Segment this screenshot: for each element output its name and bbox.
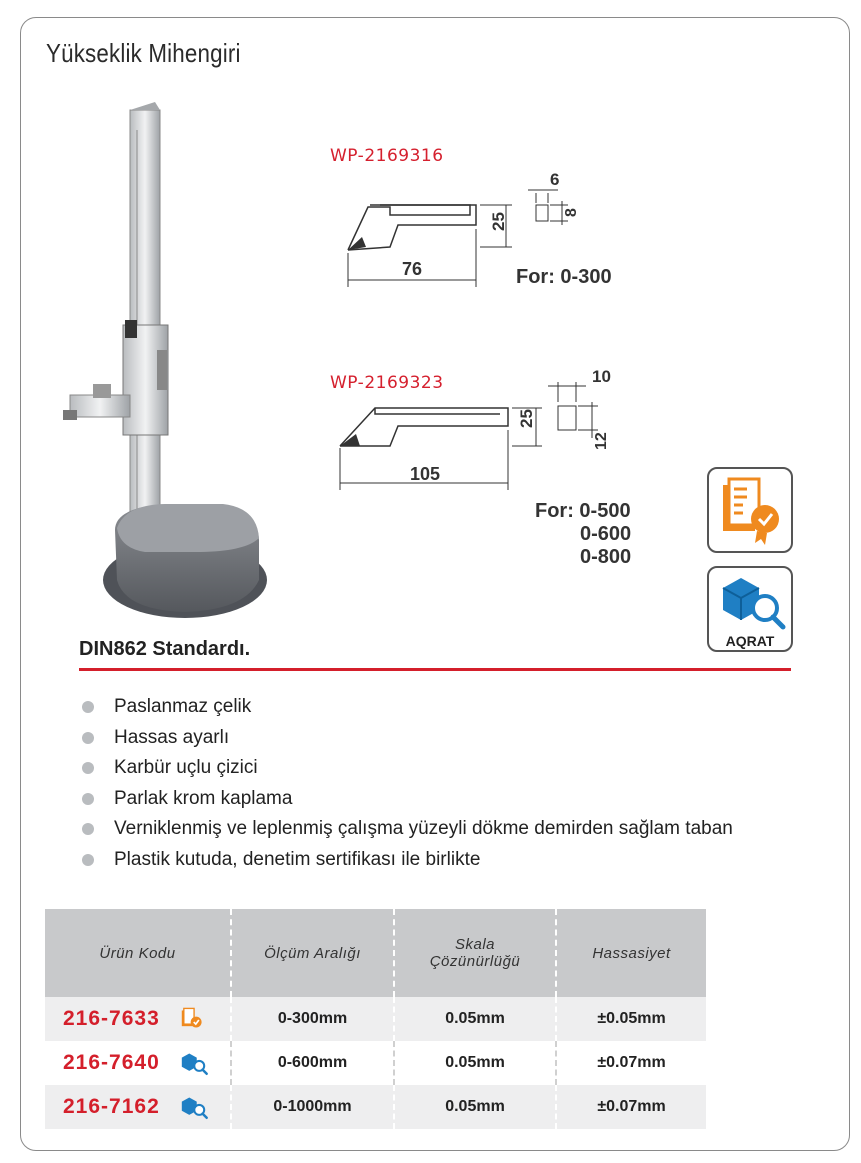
dim-height-2: 25	[517, 409, 536, 428]
list-item	[79, 788, 733, 819]
certificate-icon	[176, 1005, 206, 1033]
dim-h-1: 8	[563, 208, 580, 217]
certificate-icon	[709, 469, 791, 551]
drawing-code-2: WP-2169323	[330, 373, 444, 393]
aqrat-search-icon	[176, 1093, 210, 1121]
bullet-icon	[82, 854, 94, 866]
cell-resolution: 0.05mm	[394, 1085, 556, 1129]
cell-accuracy: ±0.07mm	[556, 1085, 706, 1129]
for-label-2-line-1: For: 0-500	[535, 500, 631, 522]
cell-code	[45, 997, 231, 1041]
for-label-1: For: 0-300	[516, 266, 612, 288]
standard-heading: DIN862 Standardı.	[79, 638, 251, 660]
feature-text: Hassas ayarlı	[114, 726, 230, 748]
cell-accuracy: ±0.07mm	[556, 1041, 706, 1085]
bullet-icon	[82, 762, 94, 774]
dim-w-2: 10	[592, 368, 611, 386]
drawing-code-1: WP-2169316	[330, 146, 444, 166]
cell-code	[45, 1085, 231, 1129]
page-title: Yükseklik Mihengiri	[46, 38, 241, 68]
feature-text: Plastik kutuda, denetim sertifikası ile birlikte	[114, 848, 481, 870]
cell-range: 0-600mm	[231, 1041, 394, 1085]
list-item	[79, 757, 733, 788]
for-label-2-line-3: 0-800	[580, 546, 632, 568]
header-range: Ölçüm Aralığı	[231, 909, 394, 997]
certificate-badge	[707, 467, 793, 553]
feature-text: Paslanmaz çelik	[114, 696, 252, 717]
list-item	[79, 818, 733, 849]
product-code: 216-7640	[63, 1051, 160, 1074]
table-row	[45, 997, 706, 1041]
for-label-2-line-2: 0-600	[580, 523, 632, 545]
header-product-code: Ürün Kodu	[45, 909, 231, 997]
feature-text: Karbür uçlu çizici	[114, 757, 258, 778]
cell-resolution: 0.05mm	[394, 997, 556, 1041]
cell-range: 0-300mm	[231, 997, 394, 1041]
cell-range: 0-1000mm	[231, 1085, 394, 1129]
table-row	[45, 1085, 706, 1129]
aqrat-label: AQRAT	[725, 633, 775, 649]
product-code: 216-7162	[63, 1095, 160, 1118]
bullet-icon	[82, 732, 94, 744]
list-item	[79, 696, 733, 727]
header-resolution-text: Skala Çözünürlüğü	[429, 936, 521, 970]
scriber-drawing-2	[330, 368, 630, 498]
cell-code	[45, 1041, 231, 1085]
bullet-icon	[82, 701, 94, 713]
cell-resolution: 0.05mm	[394, 1041, 556, 1085]
bullet-icon	[82, 793, 94, 805]
for-label-2	[535, 500, 631, 569]
cell-accuracy: ±0.05mm	[556, 997, 706, 1041]
dim-w-1: 6	[550, 170, 560, 189]
header-accuracy: Hassasiyet	[556, 909, 706, 997]
aqrat-search-icon	[176, 1049, 210, 1077]
list-item	[79, 727, 733, 758]
table-header-row	[45, 909, 706, 997]
table-row	[45, 1041, 706, 1085]
product-code: 216-7633	[63, 1007, 160, 1030]
dim-h-2: 12	[593, 432, 610, 450]
feature-list	[79, 696, 733, 879]
dim-length-2: 105	[410, 464, 441, 484]
bullet-icon	[82, 823, 94, 835]
dim-height-1: 25	[489, 212, 508, 231]
dim-length-1: 76	[402, 259, 423, 279]
height-gauge-image	[45, 100, 275, 620]
divider	[79, 668, 791, 671]
aqrat-badge	[707, 566, 793, 652]
header-resolution	[394, 909, 556, 997]
aqrat-search-icon	[709, 568, 791, 634]
spec-table	[45, 909, 706, 1129]
list-item	[79, 849, 733, 880]
feature-text: Verniklenmiş ve leplenmiş çalışma yüzeyli dökme demirden sağlam taban	[114, 818, 733, 839]
feature-text: Parlak krom kaplama	[114, 787, 293, 809]
